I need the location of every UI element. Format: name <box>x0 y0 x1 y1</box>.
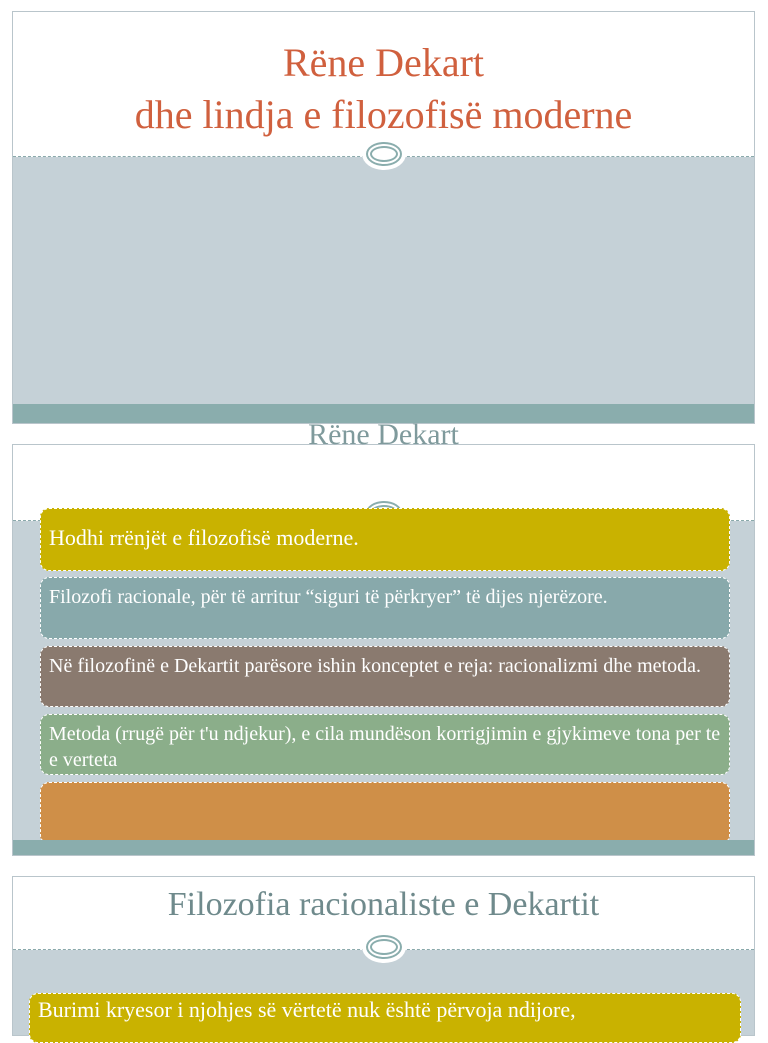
bullet-box-1: Hodhi rrënjët e filozofisë moderne. <box>40 508 730 571</box>
slide-1 <box>12 11 755 424</box>
ring-ornament-icon <box>362 931 406 963</box>
bullet-box-5 <box>40 782 730 844</box>
slide-2-title: Rëne Dekart <box>308 418 459 451</box>
slide-1-title-line-1: Rëne Dekart <box>282 40 484 85</box>
slide-2 <box>12 418 755 856</box>
slide-3-title: Filozofia racionaliste e Dekartit <box>167 886 600 923</box>
slide-1-title <box>13 37 754 141</box>
slide-3 <box>12 876 755 1036</box>
bullet-box-3: Në filozofinë e Dekartit parësore ishin konceptet e reja: racionalizmi dhe metoda. <box>40 646 730 707</box>
slide-1-header <box>13 12 754 157</box>
bullet-box-2: Filozofi racionale, për të arritur “siguri të përkryer” të dijes njerëzore. <box>40 577 730 639</box>
slide-1-title-line-2: dhe lindja e filozofisë moderne <box>134 92 633 137</box>
ring-ornament-icon <box>362 138 406 170</box>
bullet-box-4: Metoda (rrugë për t'u ndjekur), e cila mundëson korrigjimin e gjykimeve tona per te e verteta <box>40 714 730 775</box>
bullet-box-6: Burimi kryesor i njohjes së vërtetë nuk është përvoja ndijore, <box>29 993 741 1043</box>
slide-2-footer-bar <box>13 840 754 855</box>
